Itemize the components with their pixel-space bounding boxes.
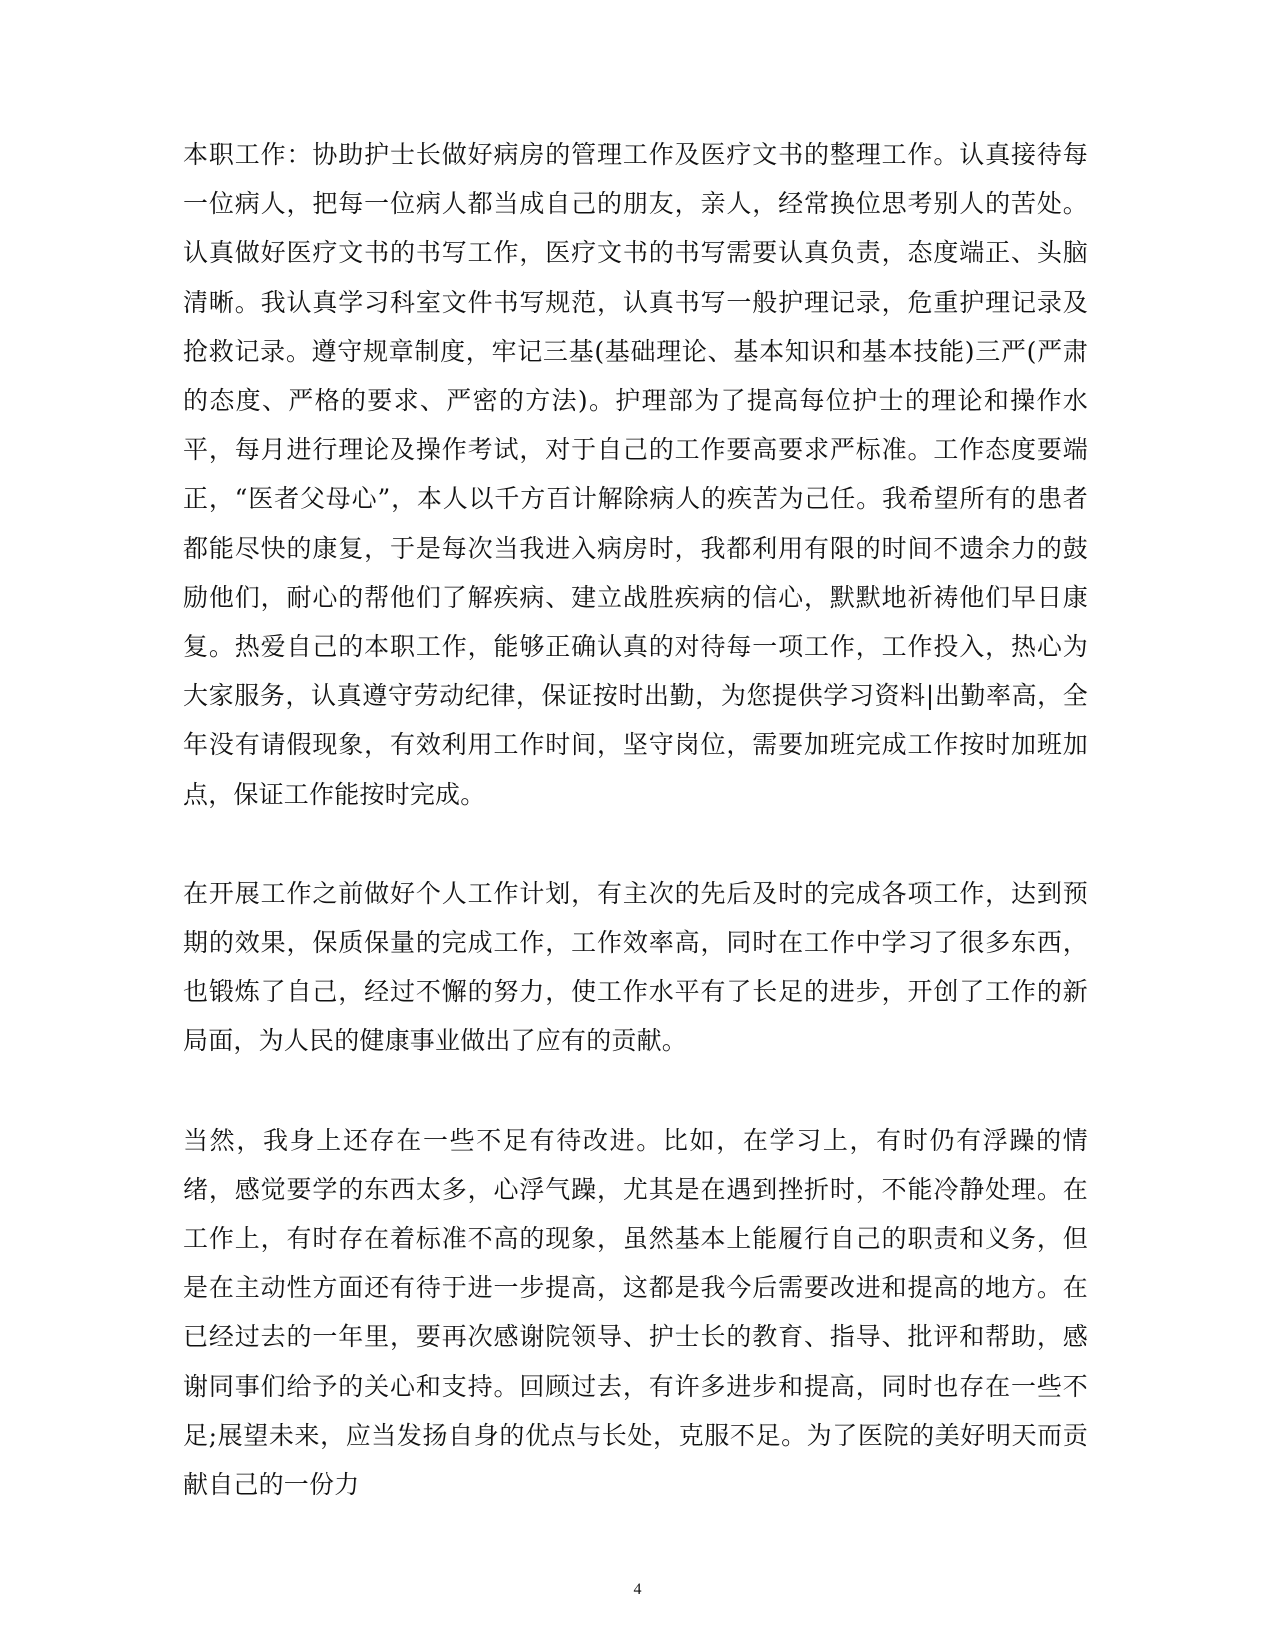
paragraph-2: 在开展工作之前做好个人工作计划，有主次的先后及时的完成各项工作，达到预期的效果，保质保量的完成工作，工作效率高，同时在工作中学习了很多东西，也锻炼了自己，经过不懈的努力，使工作水平有了长足的进步，开创了工作的新局面，为人民的健康事业做出了应有的贡献。 — [183, 878, 1088, 1056]
paragraph-spacer — [183, 1066, 1088, 1116]
paragraph-1: 本职工作：协助护士长做好病房的管理工作及医疗文书的整理工作。认真接待每一位病人，把每一位病人都当成自己的朋友，亲人，经常换位思考别人的苦处。认真做好医疗文书的书写工作，医疗文书的书写需要认真负责，态度端正、头脑清晰。我认真学习科室文件书写规范，认真书写一般护理记录，危重护理记录及抢救记录。遵守规章制度，牢记三基(基础理论、基本知识和基本技能)三严(严肃的态度、严格的要求、严密的方法)。护理部为了提高每位护士的理论和操作水平，每月进行理论及操作考试，对于自己的工作要高要求严标准。工作态度要端正，“医者父母心”，本人以千方百计解除病人的疾苦为己任。我希望所有的患者都能尽快的康复，于是每次当我进入病房时，我都利用有限的时间不遗余力的鼓励他们，耐心的帮他们了解疾病、建立战胜疾病的信心，默默地祈祷他们早日康复。热爱自己的本职工作，能够正确认真的对待每一项工作，工作投入，热心为大家服务，认真遵守劳动纪律，保证按时出勤，为您提供学习资料|出勤率高，全年没有请假现象，有效利用工作时间，坚守岗位，需要加班完成工作按时加班加点，保证工作能按时完成。 — [183, 140, 1088, 809]
page-number: 4 — [633, 1581, 642, 1598]
paragraph-3: 当然，我身上还存在一些不足有待改进。比如，在学习上，有时仍有浮躁的情绪，感觉要学的东西太多，心浮气躁，尤其是在遇到挫折时，不能冷静处理。在工作上，有时存在着标准不高的现象，虽然基本上能履行自己的职责和义务，但是在主动性方面还有待于进一步提高，这都是我今后需要改进和提高的地方。在已经过去的一年里，要再次感谢院领导、护士长的教育、指导、批评和帮助，感谢同事们给予的关心和支持。回顾过去，有许多进步和提高，同时也存在一些不足;展望未来，应当发扬自身的优点与长处，克服不足。为了医院的美好明天而贡献自己的一份力 — [183, 1125, 1088, 1500]
paragraph-spacer — [183, 819, 1088, 869]
document-body — [183, 130, 1088, 1509]
